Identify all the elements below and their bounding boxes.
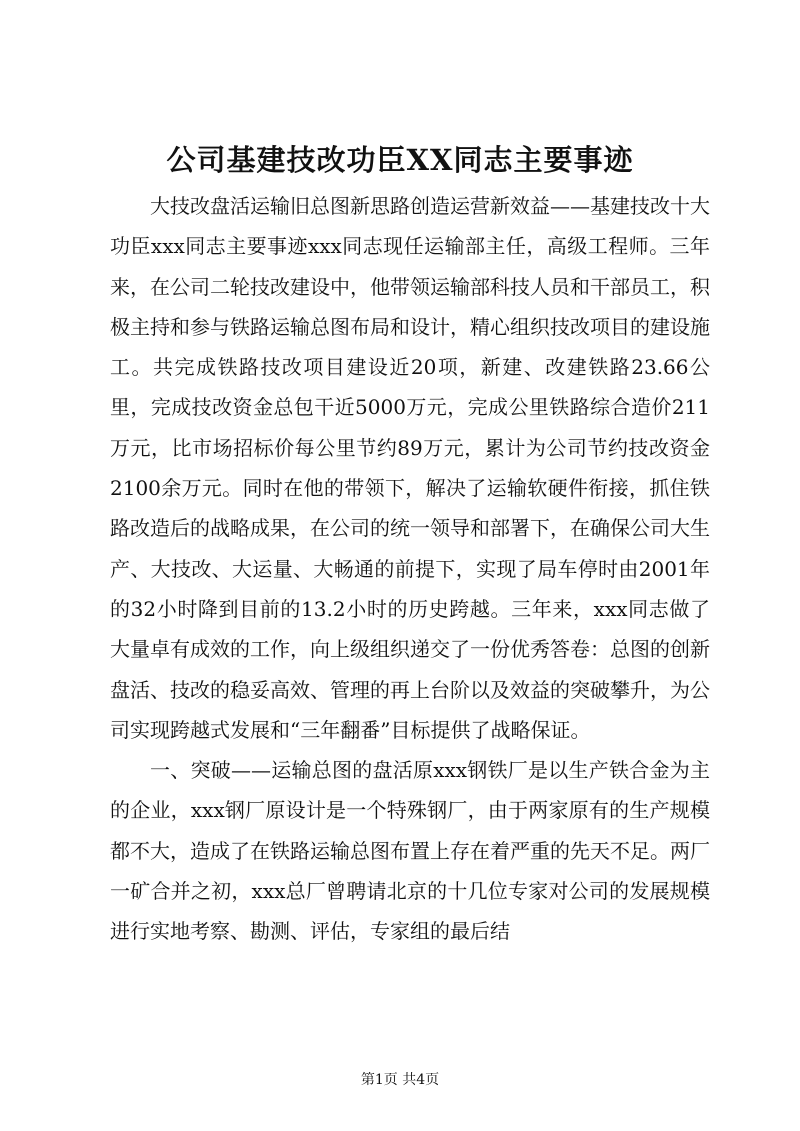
paragraph-intro: 大技改盘活运输旧总图新思路创造运营新效益——基建技改十大功臣xxx同志主要事迹xxx同志现任运输部主任，高级工程师。三年来，在公司二轮技改建设中，他带领运输部科技人员和干部员工，积极主持和参与铁路运输总图布局和设计，精心组织技改项目的建设施工。共完成铁路技改项目建设近20项，新建、改建铁路23.66公里，完成技改资金总包干近5000万元，完成公里铁路综合造价211万元，比市场招标价每公里节约89万元，累计为公司节约技改资金2100余万元。同时在他的带领下，解决了运输软硬件衔接，抓住铁路改造后的战略成果，在公司的统一领导和部署下，在确保公司大生产、大技改、大运量、大畅通的前提下，实现了局车停时由2001年的32小时降到目前的13.2小时的历史跨越。三年来，xxx同志做了大量卓有成效的工作，向上级组织递交了一份优秀答卷：总图的创新盘活、技改的稳妥高效、管理的再上台阶以及效益的突破攀升，为公司实现跨越式发展和“三年翻番”目标提供了战略保证。 [110, 194, 710, 742]
paragraph-section-one: 一、突破——运输总图的盘活原xxx钢铁厂是以生产铁合金为主的企业，xxx钢厂原设计是一个特殊钢厂，由于两家原有的生产规模都不大，造成了在铁路运输总图布置上存在着严重的先天不足。两厂一矿合并之初，xxx总厂曾聘请北京的十几位专家对公司的发展规模进行实地考察、勘测、评估，专家组的最后结 [110, 758, 710, 944]
document-body [110, 186, 710, 952]
document-title: 公司基建技改功臣XX同志主要事迹 [166, 143, 634, 177]
page-footer: 第1页 共4页 [360, 1072, 440, 1088]
